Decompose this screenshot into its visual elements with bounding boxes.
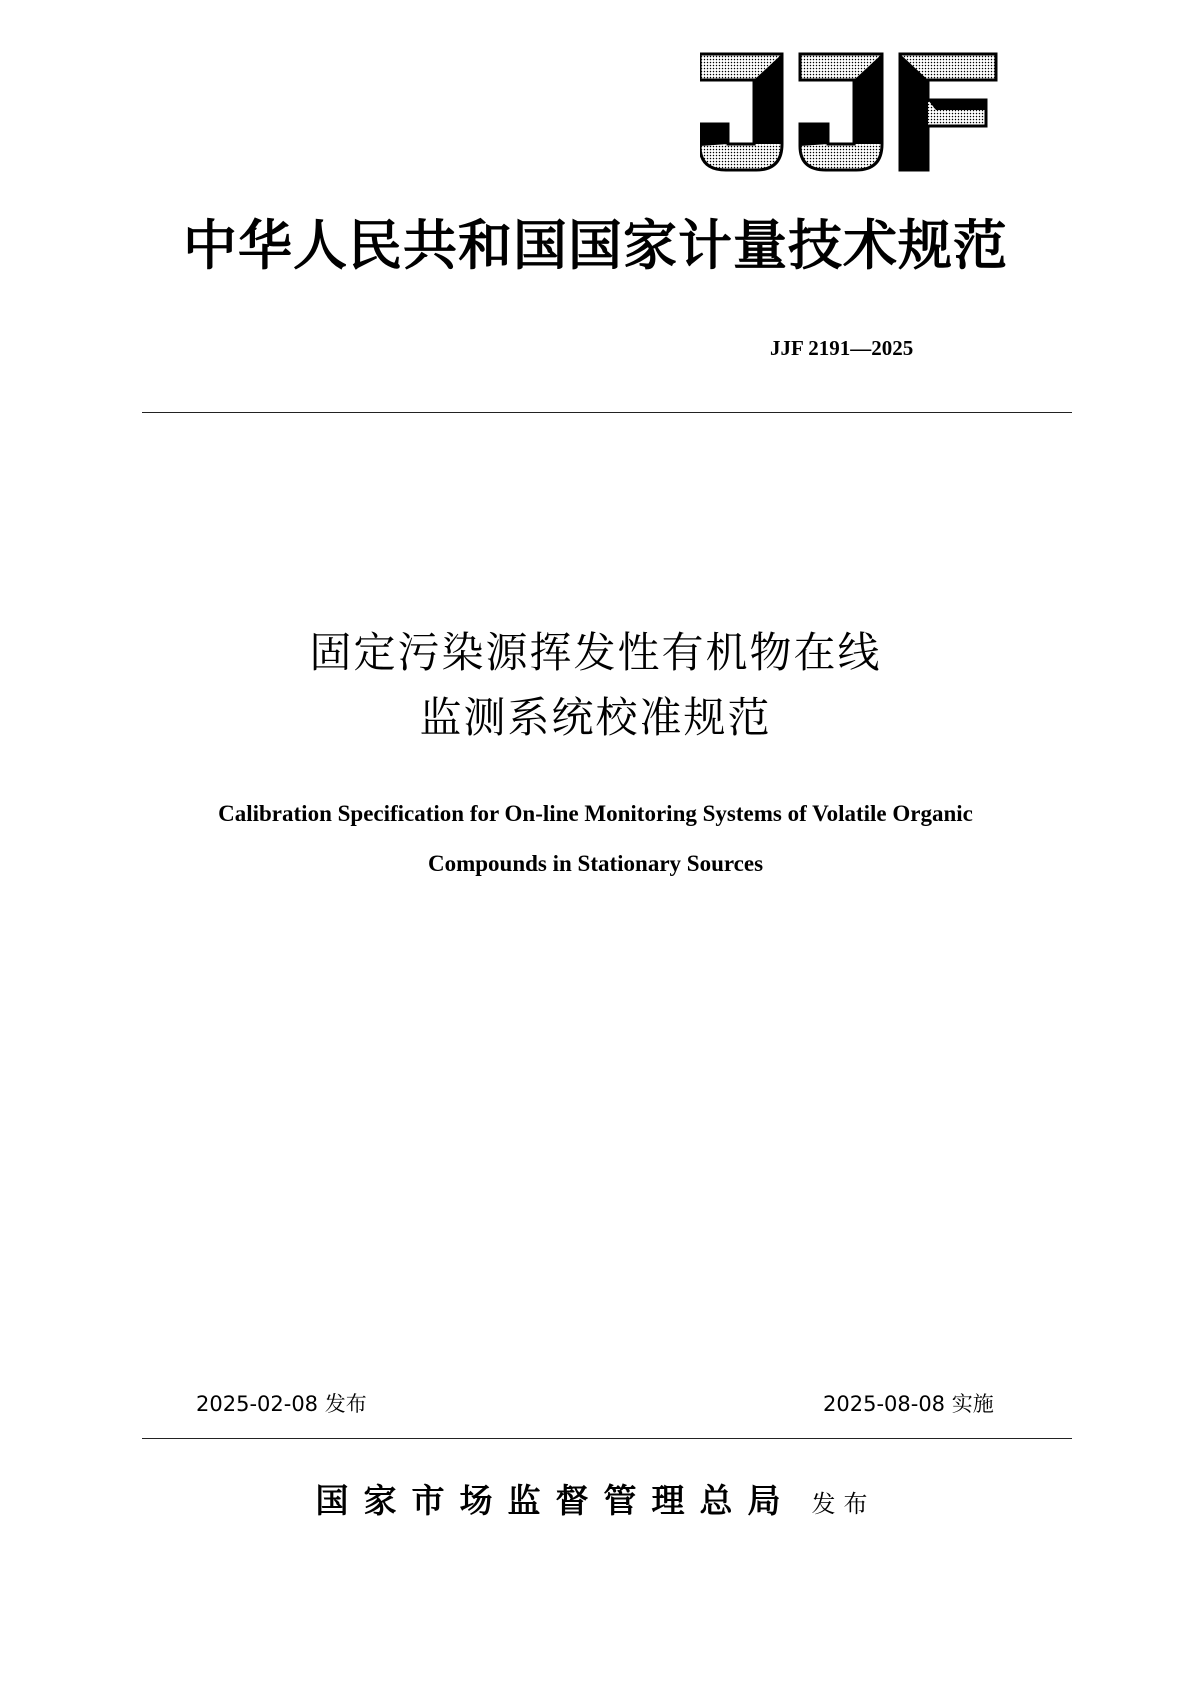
logo-letter-j1 (700, 54, 782, 170)
issue-date: 2025-02-08 发布 (196, 1392, 367, 1416)
jjf-logo (700, 52, 1000, 174)
standard-code: JJF 2191—2025 (770, 336, 914, 360)
top-divider (142, 412, 1072, 413)
issuer-line (0, 1481, 1191, 1520)
logo-letter-j2 (800, 54, 882, 170)
bottom-divider (142, 1438, 1072, 1439)
document-title-cn-line2: 监测系统校准规范 (419, 693, 772, 742)
issuer-name: 国家市场监督管理总局 (315, 1481, 796, 1520)
logo-letter-f (900, 54, 996, 170)
issuer-suffix: 发布 (811, 1490, 876, 1518)
document-title-en-line2: Compounds in Stationary Sources (427, 851, 764, 876)
document-title-en-line1: Calibration Specification for On-line Monitoring Systems of Volatile Organic (218, 801, 973, 826)
document-title-cn-line1: 固定污染源挥发性有机物在线 (309, 628, 882, 677)
standard-category-title: 中华人民共和国国家计量技术规范 (183, 213, 1008, 277)
implementation-date: 2025-08-08 实施 (823, 1392, 994, 1416)
